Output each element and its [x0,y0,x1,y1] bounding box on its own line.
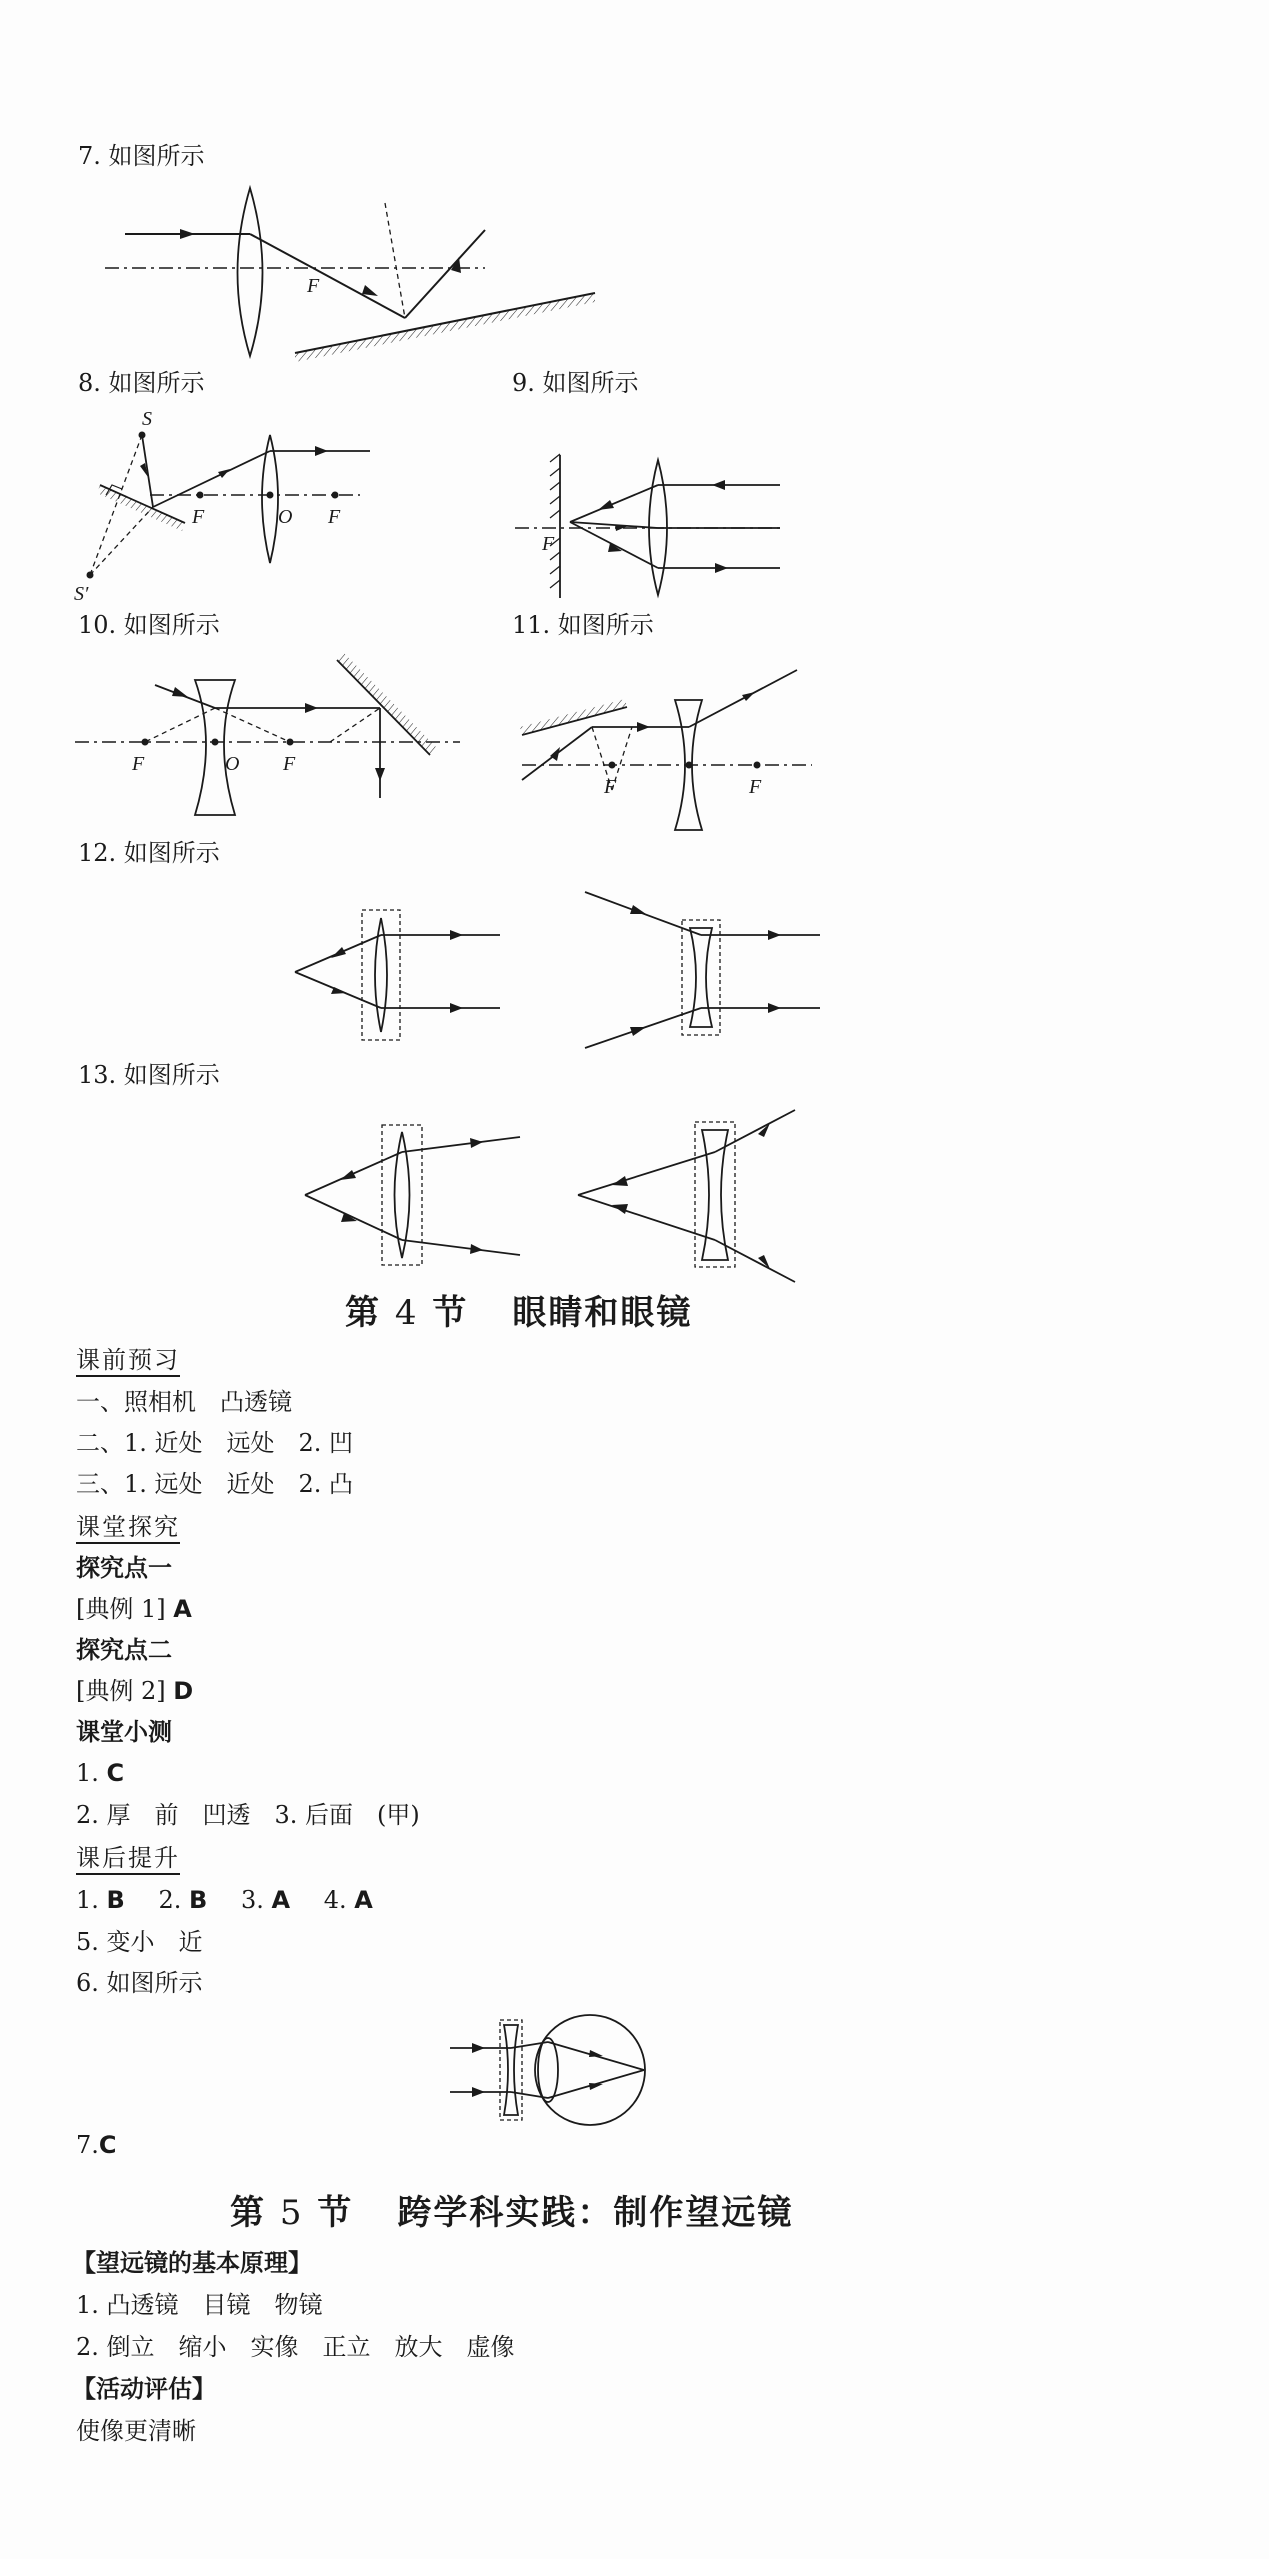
answer-9-label: 9. 如图所示 [512,369,639,397]
after-6: 6. 如图所示 [76,1969,203,1997]
preview-heading: 课前预习 [76,1345,180,1375]
principle-heading: 【望远镜的基本原理】 [72,2249,312,2277]
title-prefix: 第 [345,1293,381,1333]
title-name: 跨学科实践：制作望远镜 [397,2193,794,2233]
principle-2: 2. 倒立 缩小 实像 正立 放大 虚像 [76,2333,515,2361]
figure-q11 [512,655,822,835]
figure-q8 [70,405,400,605]
evaluation-1: 使像更清晰 [76,2417,196,2445]
source-label: S [142,408,152,430]
focus-label: F [749,776,762,798]
title-suffix: 节 [432,1293,469,1333]
answer-13-label: 13. 如图所示 [78,1061,220,1089]
focus-label: F [328,506,341,528]
after-heading: 课后提升 [76,1843,180,1873]
figure-q7 [95,178,615,358]
focus-label: F [307,275,320,297]
after-1-4: 1. B 2. B 3. A 4. A [76,1886,373,1914]
figure-eye [440,2010,660,2130]
focus-label: F [192,506,205,528]
preview-line-2: 二、1. 近处 远处 2. 凹 [76,1429,354,1457]
quiz-heading: 课堂小测 [76,1718,172,1746]
example-2: [典例 2] D [76,1677,194,1705]
preview-line-3: 三、1. 远处 近处 2. 凸 [76,1470,354,1498]
title-num: 4 [394,1293,419,1333]
quiz-1: 1. C [76,1759,125,1787]
figure-q10 [75,650,475,830]
after-7: 7.C [76,2131,117,2159]
section-4-title [345,1285,692,1334]
section-5-title [230,2185,793,2234]
class-heading: 课堂探究 [76,1512,180,1542]
title-prefix: 第 [230,2193,266,2233]
quiz-2: 2. 厚 前 凹透 3. 后面 (甲) [76,1801,420,1829]
example-1: [典例 1] A [76,1595,192,1623]
answer-12-label: 12. 如图所示 [78,839,220,867]
figure-q9 [510,450,790,600]
point-1: 探究点一 [76,1554,172,1582]
center-label: O [225,753,240,775]
evaluation-heading: 【活动评估】 [72,2375,216,2403]
preview-line-1: 一、照相机 凸透镜 [76,1388,292,1416]
focus-label: F [542,533,555,555]
figure-q12 [290,880,830,1050]
title-num: 5 [279,2193,304,2233]
answer-11-label: 11. 如图所示 [512,611,654,639]
title-suffix: 节 [317,2193,354,2233]
focus-label: F [132,753,145,775]
answer-7-label: 7. 如图所示 [78,142,205,170]
after-5: 5. 变小 近 [76,1928,203,1956]
answer-10-label: 10. 如图所示 [78,611,220,639]
figure-q13 [300,1100,820,1290]
center-label: O [278,506,293,528]
title-name: 眼睛和眼镜 [512,1293,693,1333]
focus-label: F [283,753,296,775]
answer-8-label: 8. 如图所示 [78,369,205,397]
point-2: 探究点二 [76,1636,172,1664]
focus-label: F [604,776,617,798]
image-label: S′ [74,583,89,605]
principle-1: 1. 凸透镜 目镜 物镜 [76,2291,323,2319]
